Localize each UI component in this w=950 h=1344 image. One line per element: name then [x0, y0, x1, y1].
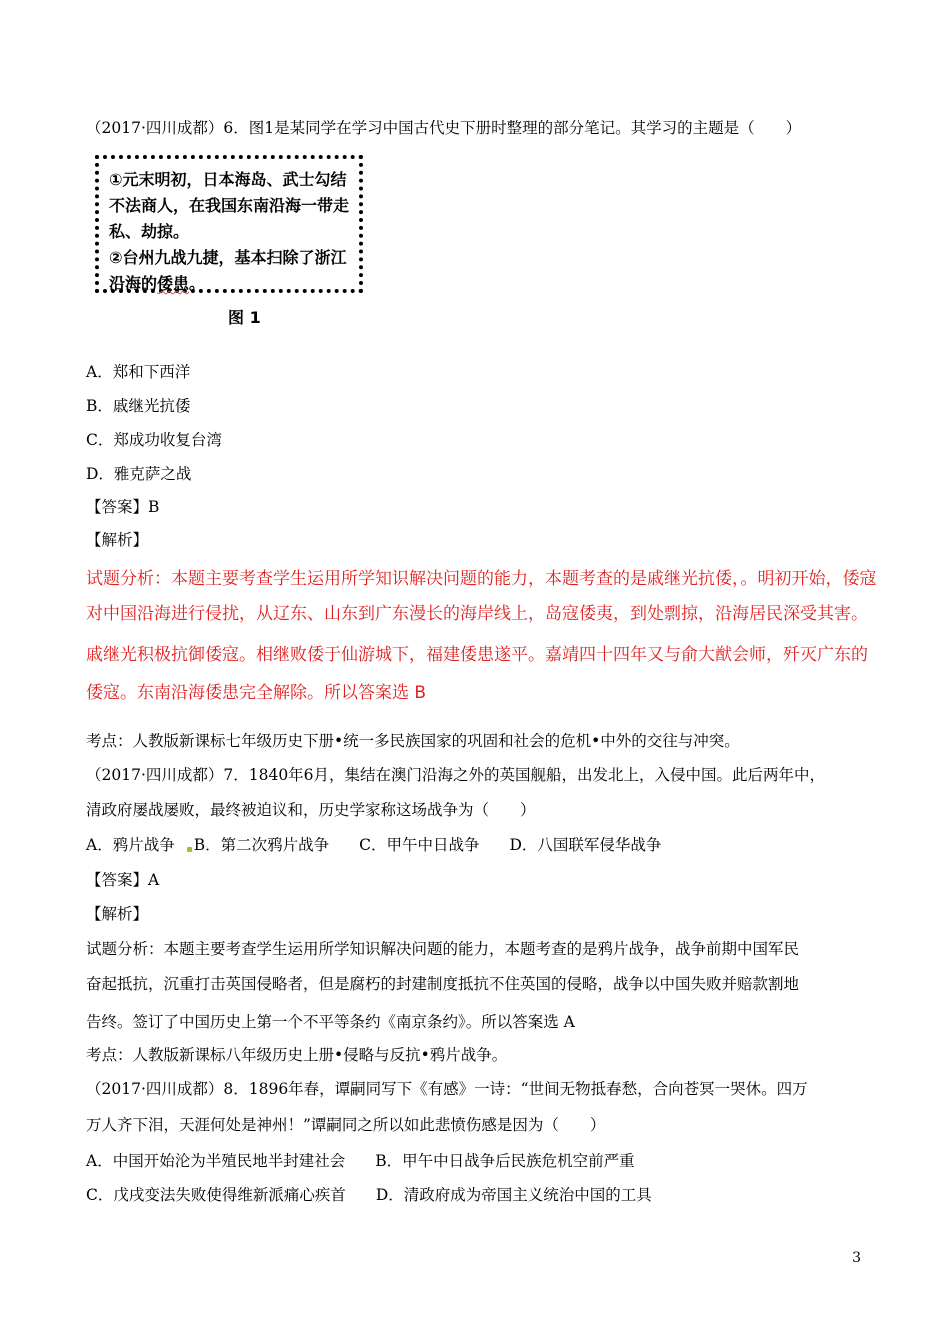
- q6-answer: 【答案】B: [86, 498, 160, 516]
- note-line: ①元末明初，日本海岛、武士勾结: [109, 170, 347, 189]
- q7-analysis-line: 奋起抵抗，沉重打击英国侵略者，但是腐朽的封建制度抵抗不住英国的侵略，战争以中国失败并赔款割地: [86, 975, 800, 993]
- q6-analysis-line: 戚继光积极抗御倭寇。相继败倭于仙游城下，福建倭患遂平。嘉靖四十四年又与俞大猷会师，歼灭广东的: [86, 645, 868, 665]
- figure-caption: 图 1: [228, 308, 261, 327]
- q7-analysis-line: 试题分析：本题主要考查学生运用所学知识解决问题的能力，本题考查的是鸦片战争，战争前期中国军民: [86, 940, 800, 958]
- q7-options-row: [86, 835, 661, 855]
- q7-option-c: C．甲午中日战争: [359, 836, 480, 854]
- page-number: 3: [852, 1250, 861, 1266]
- note-line: 不法商人，在我国东南沿海一带走: [109, 196, 350, 215]
- q7-stem-line: （2017·四川成都）7．1840年6月，集结在澳门沿海之外的英国舰船，出发北上，入侵中国。此后两年中，: [86, 766, 826, 784]
- note-line: 私、劫掠。: [109, 222, 190, 241]
- q6-option-a: A．郑和下西洋: [86, 363, 191, 381]
- note-prefix: 沿海的: [109, 274, 158, 293]
- q7-option-d: D．八国联军侵华战争: [509, 836, 662, 854]
- q7-answer: 【答案】A: [86, 871, 160, 889]
- q6-kaodian: 考点：人教版新课标七年级历史下册•统一多民族国家的巩固和社会的危机•中外的交往与冲突。: [86, 732, 740, 750]
- q7-option-a: A．鸦片战争: [86, 836, 175, 854]
- note-suffix: 。: [189, 274, 206, 293]
- note-line: ②台州九战九捷，基本扫除了浙江: [109, 248, 347, 267]
- q6-option-b: B．戚继光抗倭: [86, 397, 191, 415]
- q8-options-row-1: [86, 1151, 635, 1171]
- q8-stem-line: 万人齐下泪，天涯何处是神州！”谭嗣同之所以如此悲愤伤感是因为（ ）: [86, 1116, 606, 1134]
- q6-analysis-line: 试题分析：本题主要考查学生运用所学知识解决问题的能力，本题考查的是戚继光抗倭，。明初开始，倭寇: [86, 569, 877, 589]
- note-wavy-word: 倭患: [157, 274, 190, 293]
- q8-option-d: D．清政府成为帝国主义统治中国的工具: [375, 1186, 652, 1204]
- q8-option-a: A．中国开始沦为半殖民地半封建社会: [86, 1152, 346, 1170]
- q8-option-b: B．甲午中日战争后民族危机空前严重: [375, 1152, 635, 1170]
- q7-kaodian: 考点：人教版新课标八年级历史上册•侵略与反抗•鸦片战争。: [86, 1046, 508, 1064]
- figure-1-note-box: [95, 155, 363, 293]
- q6-option-c: C．郑成功收复台湾: [86, 431, 222, 449]
- q8-stem-line: （2017·四川成都）8．1896年春，谭嗣同写下《有感》一诗：“世间无物抵春愁，合向苍冥一哭休。四万: [86, 1080, 808, 1098]
- q6-option-d: D．雅克萨之战: [86, 465, 192, 483]
- q6-stem: （2017·四川成都）6．图1是某同学在学习中国古代史下册时整理的部分笔记。其学习的主题是（ ）: [86, 119, 802, 137]
- q7-analysis-label: 【解析】: [86, 905, 149, 923]
- q7-stem-line: 清政府屡战屡败，最终被迫议和，历史学家称这场战争为（ ）: [86, 801, 536, 819]
- q8-option-c: C．戊戌变法失败使得维新派痛心疾首: [86, 1186, 346, 1204]
- q6-analysis-line: 对中国沿海进行侵扰，从辽东、山东到广东漫长的海岸线上，岛寇倭夷，到处剽掠，沿海居民深受其害。: [86, 604, 868, 624]
- q6-analysis-label: 【解析】: [86, 531, 149, 549]
- q6-analysis-line: 倭寇。东南沿海倭患完全解除。所以答案选 B: [86, 683, 427, 703]
- q7-analysis-line: 告终。签订了中国历史上第一个不平等条约《南京条约》。所以答案选 A: [86, 1013, 575, 1031]
- note-line-last: [109, 271, 351, 297]
- dot-mark-icon: [187, 847, 192, 852]
- q8-options-row-2: [86, 1185, 652, 1205]
- q7-option-b: B．第二次鸦片战争: [193, 836, 330, 854]
